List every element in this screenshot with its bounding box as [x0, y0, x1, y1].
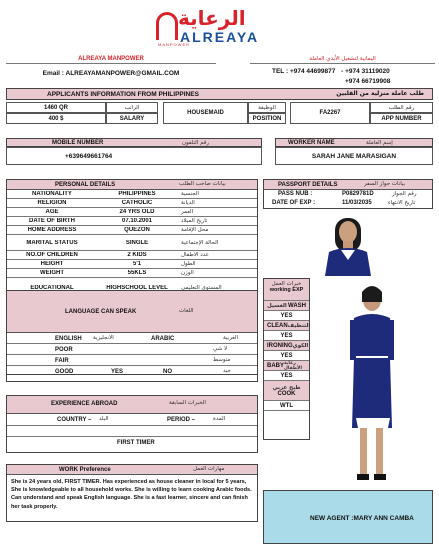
- app-number-label: APP NUMBER: [370, 113, 433, 124]
- lang-good-arabic-no: NO: [163, 369, 172, 375]
- salary-arabic: الراتب: [106, 102, 158, 113]
- position-arabic: الوظيفة: [248, 102, 286, 113]
- housemaid-value: HOUSEMAID: [163, 102, 248, 124]
- applicants-title-arabic: طلب عاملة منزلية من الفلبين: [336, 90, 424, 97]
- personal-row-address: HOME ADDRESS QUEZON محل الإقامة: [7, 226, 257, 235]
- mobile-value: +639649661764: [6, 147, 262, 165]
- lang-good-english: YES: [111, 369, 124, 375]
- app-number-value: FA2267: [290, 102, 370, 124]
- mobile-label: MOBILE NUMBER: [52, 140, 104, 146]
- worker-label-arabic: إسم العاملة: [366, 140, 393, 146]
- lang-poor-arabic: لا شي: [213, 346, 228, 352]
- passport-title: PASSPORT DETAILS: [278, 182, 338, 188]
- app-number-arabic: رقم الطلب: [370, 102, 433, 113]
- passport-title-arabic: بيانات جواز السفر: [364, 181, 406, 187]
- skill-baby: BABY رعاية الأطفال YES: [264, 361, 309, 381]
- personal-row-age: AGE 24 YRS OLD العمر: [7, 208, 257, 217]
- logo-arabic: الرعاية: [178, 6, 246, 30]
- logo-sub: MANPOWER: [158, 42, 190, 47]
- language-title: LANGUAGE CAN SPEAK: [65, 309, 137, 315]
- lang-fair: FAIR: [55, 358, 69, 364]
- agent-label: NEW AGENT :MARY ANN CAMBA: [310, 515, 414, 522]
- lang-english-arabic: الانجليزية: [93, 335, 114, 341]
- language-title-arabic: اللغات: [179, 308, 194, 314]
- personal-row-children: NO.OF CHILDREN 2 KIDS عدد الأطفال: [7, 251, 257, 260]
- experience-title: EXPERIENCE ABROAD: [51, 401, 118, 407]
- company-name: ALREAYA MANPOWER: [6, 56, 216, 64]
- logo: [150, 6, 290, 46]
- pass-no-value: P0829781D: [342, 191, 374, 197]
- company-arabic-right: اليمانية لتشغيل الأيدي العاملة: [250, 56, 435, 64]
- personal-row-religion: RELIGION CATHOLIC الديانة: [7, 199, 257, 208]
- portrait-photo-image: [263, 210, 433, 276]
- skill-clean: CLEAN التنظيف YES: [264, 321, 309, 341]
- agent-box: [263, 490, 433, 544]
- passport-details: [263, 179, 433, 209]
- work-text: She is 24 years old, FIRST TIMER. Has experienced as house cleaner in local for 5 years, She is knowledgeable to all household works. She is willing to learn cooking Arabic foods. Can understand and speak English language. She is a fast learner, sincere and can finish her task properly.: [11, 479, 252, 510]
- experience-title-arabic: الخبرات السابقة: [169, 400, 206, 406]
- work-section: [6, 464, 258, 522]
- skill-wash: الغسيل WASH YES: [264, 301, 309, 321]
- lang-poor: POOR: [55, 347, 73, 353]
- exp-country: COUNTRY –: [57, 417, 92, 423]
- lang-english: ENGLISH: [55, 336, 82, 342]
- language-section: [6, 290, 258, 382]
- salary-qr: 1460 QR: [6, 102, 106, 113]
- fullbody-photo-image: [310, 278, 433, 488]
- salary-label: SALARY: [106, 113, 158, 124]
- skills-column: [263, 278, 310, 440]
- logo-latin: ALREAYA: [180, 29, 260, 45]
- lang-fair-arabic: متوسط: [213, 357, 231, 363]
- mobile-label-arabic: رقم التلفون: [182, 140, 210, 146]
- tel-2: +974 31119020: [345, 68, 390, 75]
- skills-title: working EXP: [269, 287, 304, 293]
- pass-no-label: PASS NUB :: [278, 191, 313, 197]
- personal-row-height: HEIGHT 5'1 الطول: [7, 260, 257, 269]
- personal-row-weight: WEIGHT 55KLS الوزن: [7, 269, 257, 278]
- tel-1: +974 44699877: [289, 68, 336, 75]
- applicants-title: APPLICANTS INFORMATION FROM PHILIPPINES: [47, 91, 199, 98]
- worker-header: [275, 138, 433, 147]
- email-text: Email : ALREAYAMANPOWER@GMAIL.COM: [42, 70, 180, 77]
- lang-good-arabic: جيد: [223, 368, 231, 374]
- exp-value: 11/03/2035: [342, 200, 372, 206]
- personal-row-marital: MARITAL STATUS SINGLE الحالة الإجتماعية: [7, 235, 257, 251]
- fullbody-photo: [310, 278, 433, 488]
- logo-a-mark: [156, 12, 178, 40]
- skill-cook: طبخ عربي COOK WTL: [264, 381, 309, 411]
- skills-title-arabic: خبرات العمل: [271, 281, 302, 287]
- exp-arabic: تاريخ الانتهاء: [388, 200, 416, 206]
- mobile-header: [6, 138, 262, 147]
- exp-country-arabic: البلد: [99, 416, 109, 422]
- exp-period-arabic: المدة: [213, 416, 226, 422]
- lang-good: GOOD: [55, 369, 74, 375]
- skill-ironing: IRONING الكوي YES: [264, 341, 309, 361]
- worker-name: SARAH JANE MARASIGAN: [275, 147, 433, 165]
- personal-title: PERSONAL DETAILS: [55, 182, 116, 188]
- position-label: POSITION: [248, 113, 286, 124]
- exp-label: DATE OF EXP :: [272, 200, 316, 206]
- experience-section: [6, 395, 258, 453]
- lang-arabic: ARABIC: [151, 336, 175, 342]
- applicants-bar: [6, 88, 433, 100]
- personal-row-dob: DATE OF BIRTH 07.10.2001 تاريخ الميلاد: [7, 217, 257, 226]
- header-left: [6, 56, 216, 84]
- work-title: WORK Preference: [59, 467, 111, 473]
- exp-first-timer: FIRST TIMER: [117, 440, 155, 446]
- portrait-photo: [263, 210, 433, 276]
- salary-usd: 400 $: [6, 113, 106, 124]
- tel-label: TEL :: [272, 68, 289, 75]
- lang-arabic-arabic: العربية: [223, 335, 239, 341]
- tel-3: +974 66719908: [345, 78, 391, 85]
- work-title-arabic: مهارات العمل: [193, 466, 225, 472]
- personal-row-education: EDUCATIONAL HIGHSCHOOL LEVEL المستوى التعليمي: [30, 284, 222, 291]
- worker-label: WORKER NAME: [288, 140, 335, 146]
- personal-title-arabic: بيانات صاحب الطلب: [179, 181, 226, 187]
- personal-row-nationality: NATIONALITY PHILIPPINES الجنسية: [7, 190, 257, 199]
- exp-period: PERIOD –: [167, 417, 196, 423]
- header-right: اليمانية لتشغيل الأيدي العاملة TEL : +974 44699877 - +974 31119020 +974 66719908: [250, 56, 435, 88]
- pass-no-arabic: رقم الجواز: [392, 191, 417, 197]
